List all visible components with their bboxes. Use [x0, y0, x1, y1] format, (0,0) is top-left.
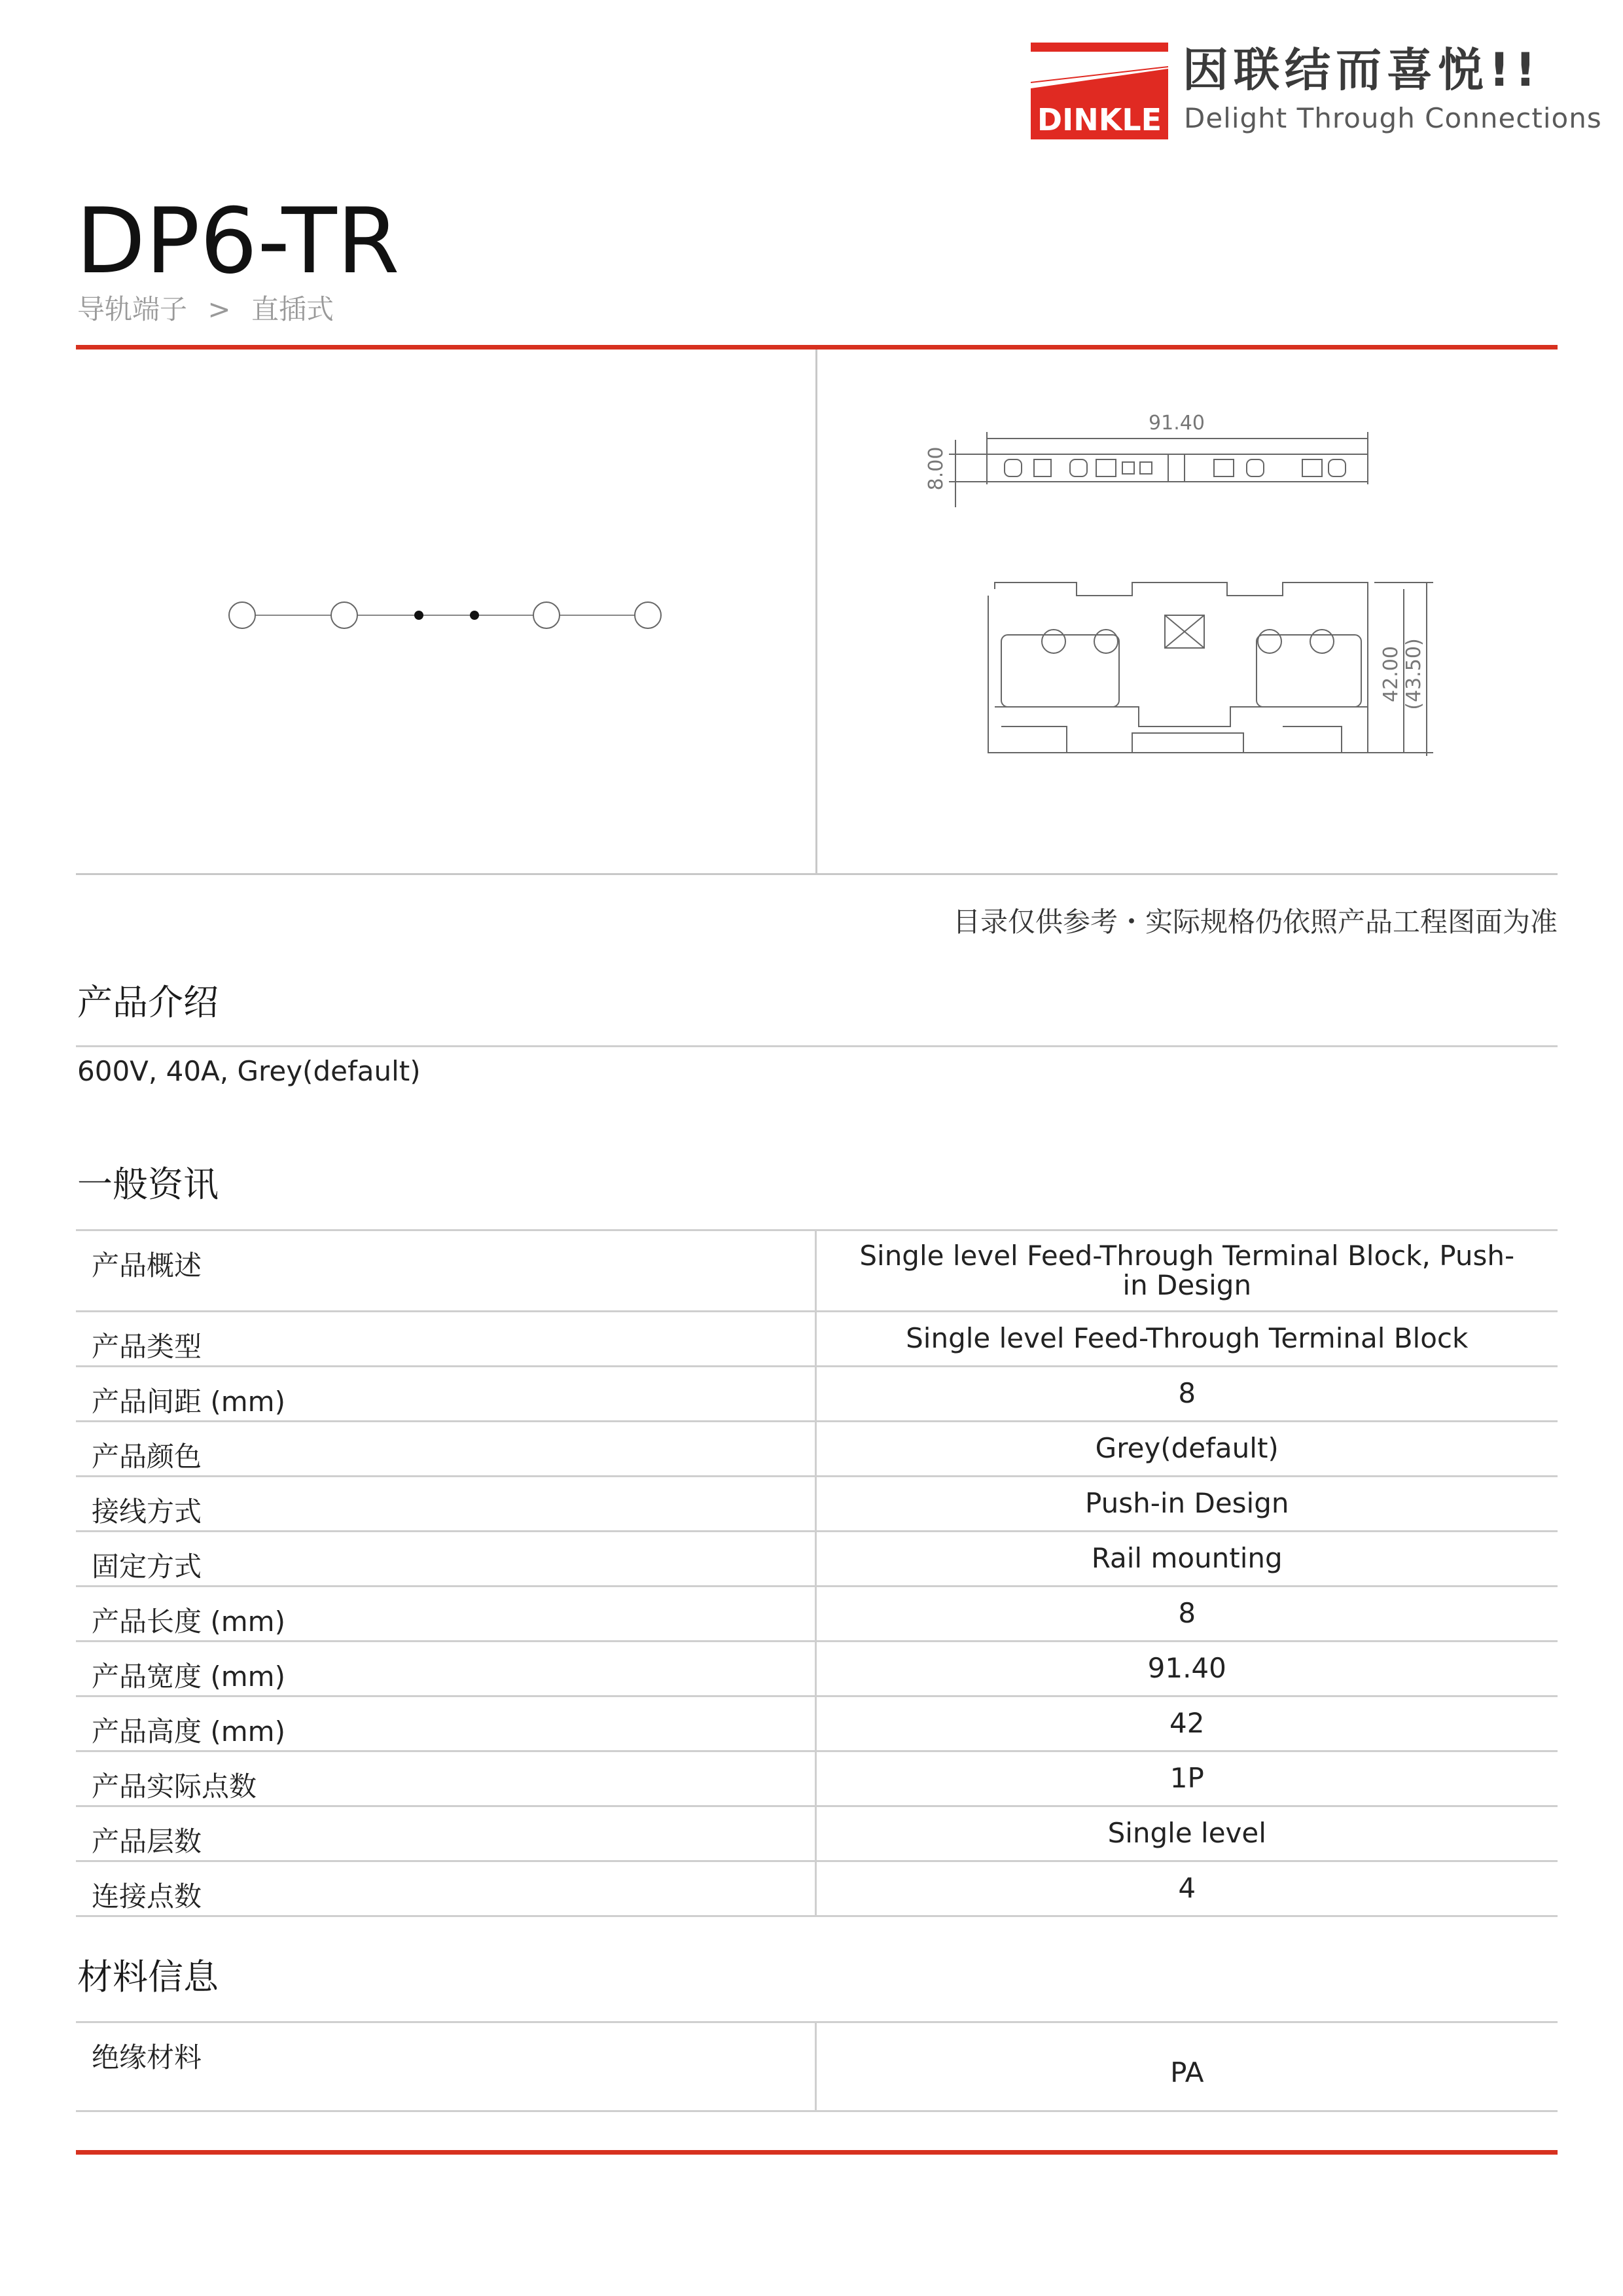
spec-key: 绝缘材料	[76, 2022, 815, 2111]
breadcrumb-item[interactable]: 导轨端子	[77, 293, 188, 325]
spec-value: Single level	[815, 1806, 1558, 1861]
intro-text: 600V, 40A, Grey(default)	[77, 1055, 421, 1087]
spec-value: 91.40	[815, 1641, 1558, 1696]
spec-key: 产品概述	[76, 1230, 815, 1312]
spec-value: Grey(default)	[815, 1422, 1558, 1477]
spec-value: 8	[815, 1367, 1558, 1422]
material-info-table	[76, 2021, 1558, 2112]
breadcrumb-item[interactable]: 直插式	[251, 293, 334, 325]
logo-slogan-en: Delight Through Connections	[1184, 102, 1602, 134]
disclaimer-text: 目录仅供参考・实际规格仍依照产品工程图面为准	[952, 906, 1558, 938]
spec-value: Push-in Design	[815, 1477, 1558, 1532]
table-row	[76, 1696, 1558, 1751]
image-panel-bottom-border	[76, 873, 1558, 875]
spec-key: 产品高度 (mm)	[76, 1696, 815, 1751]
breadcrumb-separator: >	[207, 293, 231, 325]
section-title-general: 一般资讯	[77, 1164, 219, 1205]
table-row	[76, 1587, 1558, 1641]
general-info-table	[76, 1229, 1558, 1917]
dinkle-logo-mark	[1031, 43, 1168, 139]
spec-value: PA	[815, 2022, 1558, 2111]
table-row	[76, 1477, 1558, 1532]
image-panel-divider	[815, 350, 817, 873]
table-row	[76, 1641, 1558, 1696]
spec-key: 连接点数	[76, 1861, 815, 1916]
dimension-drawing	[916, 399, 1459, 772]
page-title: DP6-TR	[76, 188, 400, 294]
dimension-pitch-label: 8.00	[925, 446, 948, 491]
table-row	[76, 1861, 1558, 1916]
table-row	[76, 1751, 1558, 1806]
dimension-height-label: 42.00	[1380, 646, 1402, 702]
spec-value: Rail mounting	[815, 1532, 1558, 1587]
spec-key: 固定方式	[76, 1532, 815, 1587]
wiring-schematic	[223, 589, 681, 641]
spec-key: 产品宽度 (mm)	[76, 1641, 815, 1696]
section-title-material: 材料信息	[77, 1956, 219, 1998]
breadcrumb	[77, 293, 346, 325]
spec-key: 产品层数	[76, 1806, 815, 1861]
table-row	[76, 1367, 1558, 1422]
section-title-intro: 产品介绍	[77, 982, 219, 1023]
spec-value: Single level Feed-Through Terminal Block, Push-in Design	[815, 1230, 1558, 1312]
logo-wordmark: DINKLE	[1037, 102, 1162, 137]
dimension-width-label: 91.40	[1149, 412, 1205, 435]
spec-key: 产品颜色	[76, 1422, 815, 1477]
spec-key: 产品间距 (mm)	[76, 1367, 815, 1422]
table-row	[76, 2022, 1558, 2111]
spec-key: 产品类型	[76, 1312, 815, 1367]
spec-value: 42	[815, 1696, 1558, 1751]
spec-key: 产品实际点数	[76, 1751, 815, 1806]
header-divider	[76, 345, 1558, 350]
table-row	[76, 1806, 1558, 1861]
footer-divider	[76, 2150, 1558, 2155]
table-row	[76, 1422, 1558, 1477]
logo-slogan-cn: 因联结而喜悦!!	[1183, 43, 1541, 97]
table-row	[76, 1532, 1558, 1587]
table-row	[76, 1312, 1558, 1367]
spec-value: Single level Feed-Through Terminal Block	[815, 1312, 1558, 1367]
intro-divider	[76, 1045, 1558, 1047]
spec-key: 接线方式	[76, 1477, 815, 1532]
brand-logo	[1031, 41, 1602, 139]
spec-key: 产品长度 (mm)	[76, 1587, 815, 1641]
dimension-total-height-label: (43.50)	[1402, 638, 1425, 710]
spec-value: 4	[815, 1861, 1558, 1916]
table-row	[76, 1230, 1558, 1312]
spec-value: 8	[815, 1587, 1558, 1641]
spec-value: 1P	[815, 1751, 1558, 1806]
